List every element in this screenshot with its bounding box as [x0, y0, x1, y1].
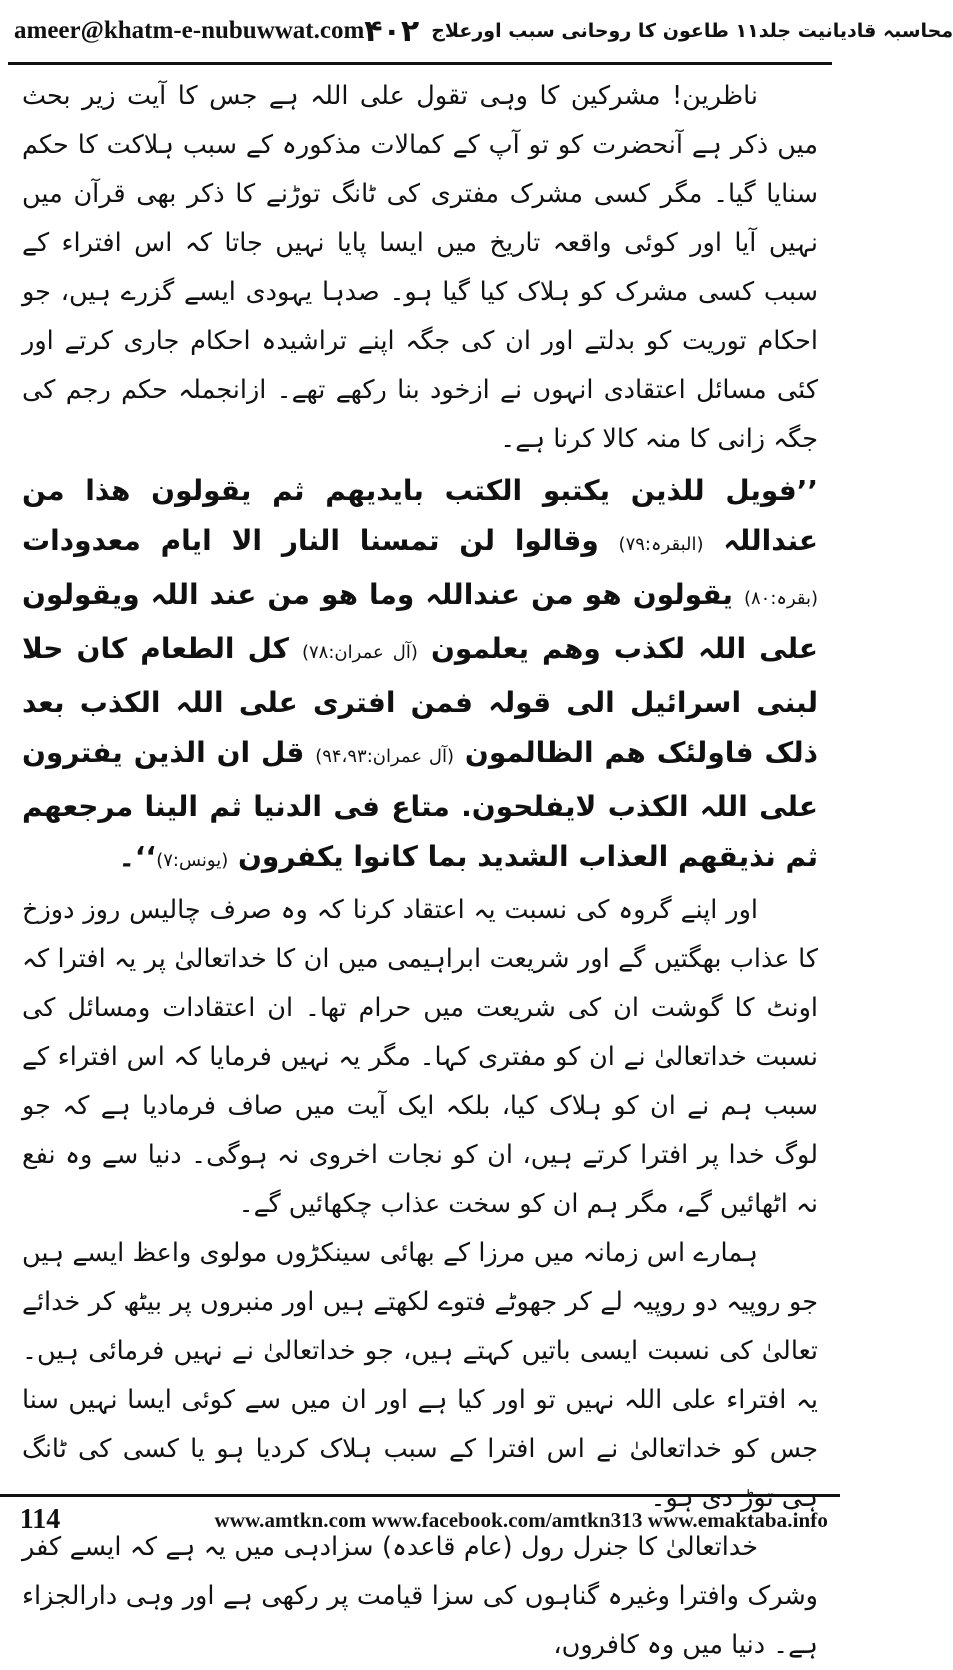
quote-ref-3: (آل عمران:۷۸) [301, 642, 418, 663]
quote-ref-4: (آل عمران:۹۴،۹۳) [315, 746, 455, 767]
page-footer [0, 1494, 840, 1543]
paragraph-1: ناظرین! مشرکین کا وہی تقول علی اللہ ہے جس کا آیت زیر بحث میں ذکر ہے آنحضرت کو تو آپ کے کمالات مذکورہ کے سبب ہلاکت کا حکم سنایا گیا۔ مگر کسی مشرک مفتری کی ٹانگ توڑنے کا ذکر بھی قرآن میں نہیں آیا اور کوئی واقعہ تاریخ میں ایسا پایا نہیں جاتا کہ اس افتراء کے سبب کسی مشرک کو ہلاک کیا گیا ہو۔ صدہا یہودی ایسے گزرے ہیں، جو احکام توریت کو بدلتے اور ان کی جگہ اپنے تراشیدہ احکام جاری کرتے اور کئی مسائل اعتقادی انہوں نے ازخود بنا رکھے تھے۔ ازانجملہ حکم رجم کی جگہ زانی کا منہ کالا کرنا ہے۔ [22, 81, 818, 454]
arabic-quote [22, 466, 818, 886]
footer-page-number: 114 [19, 1504, 61, 1535]
quote-ref-2: (بقرہ:۸۰) [743, 588, 819, 609]
quote-part-2: وقالوا لن تمسنا النار الا ایام معدودات [22, 524, 599, 557]
quote-ref-1: (البقرہ:۷۹) [618, 534, 704, 555]
paragraph-3: ہمارے اس زمانہ میں مرزا کے بھائی سینکڑوں مولوی واعظ ایسے ہیں جو روپیہ دو روپیہ لے کر جھوٹے فتوے لکھتے ہیں اور منبروں پر بیٹھ کر خدائے تعالیٰ کی نسبت ایسی باتیں کہتے ہیں، جو خداتعالیٰ نے نہیں فرمائی ہیں۔ یہ افتراء علی اللہ نہیں تو اور کیا ہے اور ان میں سے کوئی ایسا نہیں سنا جس کو خداتعالیٰ نے اس افترا کے سبب ہلاک کردیا ہو یا کسی کی ٹانگ ہی توڑ دی ہو۔ [22, 1238, 818, 1513]
quote-part-1: ’’فویل للذین یکتبو الکتب بایدیھم ثم یقولون ھذا من عنداللہ [22, 474, 819, 557]
quote-part-5: قل ان الذین یفترون علی اللہ الکذب لایفلحون. متاع فی الدنیا ثم الینا مرجعھم ثم نذیقھم العذاب الشدید بما کانوا یکفرون [22, 736, 818, 873]
footer-urls: www.amtkn.com www.facebook.com/amtkn313 www.emaktaba.info [214, 1507, 828, 1532]
header-page-number: ۴۰۲ [364, 13, 420, 49]
paragraph-2: اور اپنے گروہ کی نسبت یہ اعتقاد کرنا کہ وہ صرف چالیس روز دوزخ کا عذاب بھگتیں گے اور شریعت ابراہیمی میں ان کا خداتعالیٰ پر یہ افترا کہ اونٹ کا گوشت ان کی شریعت میں حرام تھا۔ ان اعتقادات ومسائل کی نسبت خداتعالیٰ نے ان کو مفتری کہا۔ مگر یہ نہیں فرمایا کہ اس افتراء کے سبب ہم نے ان کو ہلاک کیا، بلکہ ایک آیت میں صاف فرمادیا ہے کہ جو لوگ خدا پر افترا کرتے ہیں، ان کو نجات اخروی نہ ہوگی۔ دنیا سے وہ نفع نہ اٹھائیں گے، مگر ہم ان کو سخت عذاب چکھائیں گے۔ [22, 895, 818, 1219]
book-title: محاسبہ قادیانیت جلد۱۱ طاعون کا روحانی سبب اورعلاج [431, 20, 953, 42]
header-email: ameer@khatm-e-nubuwwat.com [14, 17, 365, 44]
quote-part-3: یقولون ھو من عنداللہ وما ھو من عند اللہ ویقولون علی اللہ لکذب وھم یعلمون [22, 578, 819, 665]
quote-ref-5: (یونس:۷) [156, 850, 229, 871]
quote-closing: ‘‘۔ [118, 840, 157, 873]
header-right [364, 14, 953, 49]
quote-part-4: کل الطعام کان حلا لبنی اسرائیل الی قولہ فمن افتری علی اللہ الکذب بعد ذلک فاولئک ھم الظالمون [22, 632, 819, 769]
page-header [8, 0, 953, 65]
paragraph-4: خداتعالیٰ کا جنرل رول (عام قاعدہ) سزادہی میں یہ ہے کہ ایسے کفر وشرک وافترا وغیرہ گناہوں کی سزا قیامت پر رکھی ہے اور وہی دارالجزاء ہے۔ دنیا میں وہ کافروں، [22, 1532, 818, 1660]
